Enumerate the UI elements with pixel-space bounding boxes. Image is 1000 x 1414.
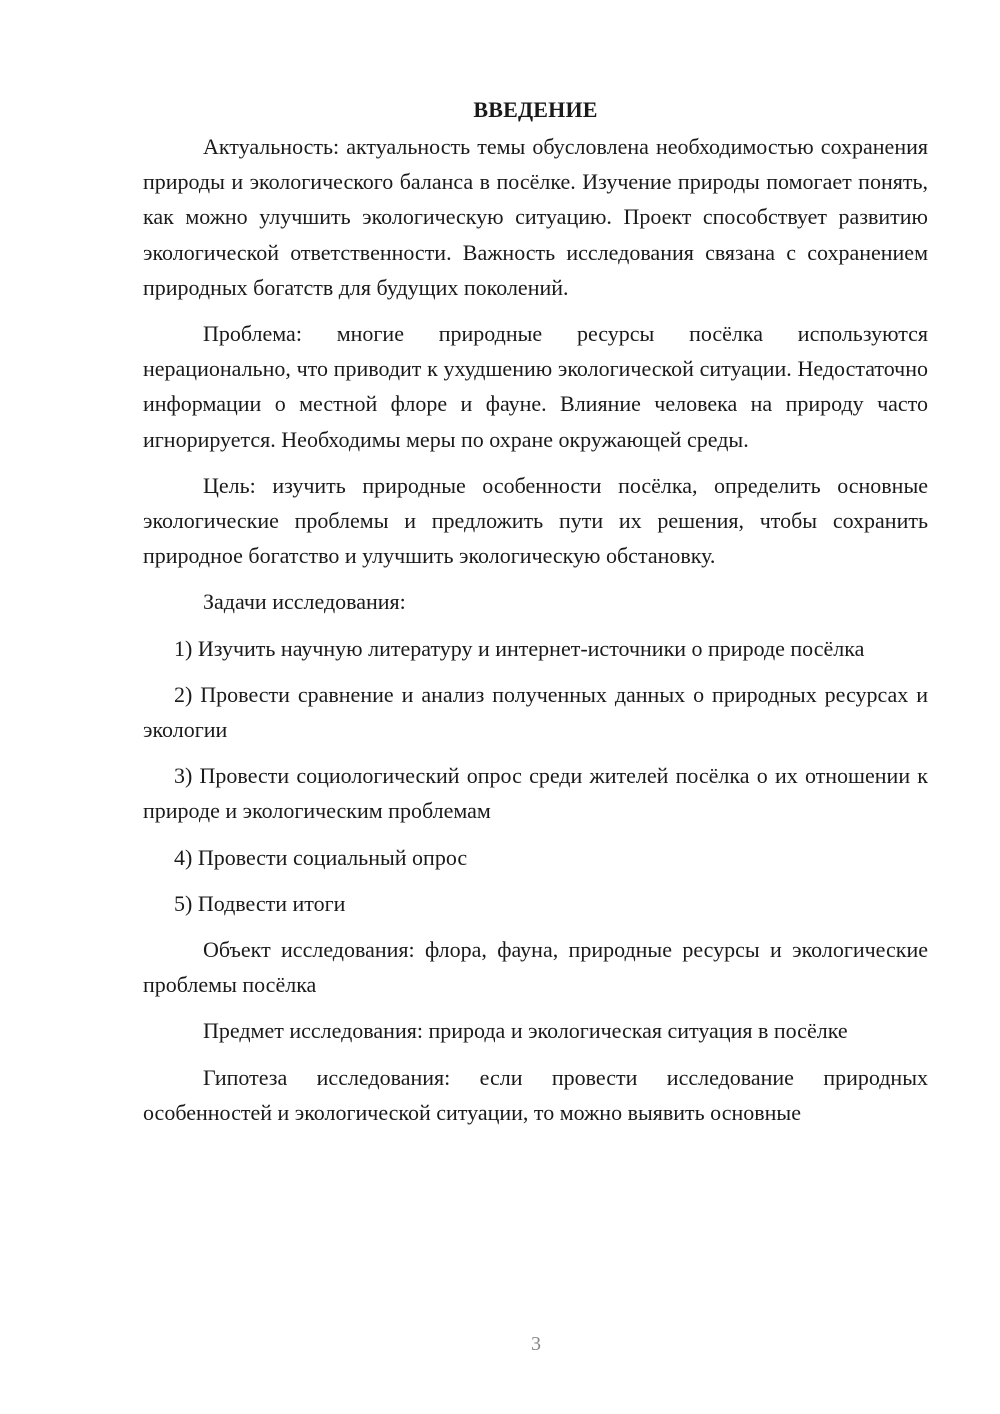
task-item-1: 1) Изучить научную литературу и интернет-источники о природе посёлка xyxy=(174,635,865,661)
paragraph-goal: Цель: изучить природные особенности посёлка, определить основные экологические проблемы и предложить пути их решения, чтобы сохранить природное богатство и улучшить экологическую обстановку. xyxy=(143,472,928,569)
paragraph-relevance: Актуальность: актуальность темы обусловлена необходимостью сохранения природы и экологического баланса в посёлке. Изучение природы помогает понять, как можно улучшить экологическую ситуацию. Проект способствует развитию экологической ответственности. Важность исследования связана с сохранением природных богатств для будущих поколений. xyxy=(143,134,928,300)
document-page xyxy=(143,92,928,1130)
section-title: ВВЕДЕНИЕ xyxy=(473,97,598,122)
paragraph-subject: Предмет исследования: природа и экологическая ситуация в посёлке xyxy=(203,1018,848,1044)
task-item-5: 5) Подвести итоги xyxy=(174,890,346,916)
paragraph-tasks-heading: Задачи исследования: xyxy=(203,589,406,615)
paragraph-hypothesis: Гипотеза исследования: если провести исследование природных особенностей и экологической ситуации, то можно выявить основные xyxy=(143,1064,928,1125)
paragraph-problem: Проблема: многие природные ресурсы посёлка используются нерационально, что приводит к ухудшению экологической ситуации. Недостаточно информации о местной флоре и фауне. Влияние человека на природу часто игнорируется. Необходимы меры по охране окружающей среды. xyxy=(143,321,928,452)
page-number: 3 xyxy=(531,1333,541,1355)
task-item-4: 4) Провести социальный опрос xyxy=(174,844,468,870)
task-item-2: 2) Провести сравнение и анализ полученных данных о природных ресурсах и экологии xyxy=(143,681,928,743)
task-item-3: 3) Провести социологический опрос среди жителей посёлка о их отношении к природе и экологическим проблемам xyxy=(143,763,928,824)
paragraph-object: Объект исследования: флора, фауна, природные ресурсы и экологические проблемы посёлка xyxy=(143,937,928,998)
